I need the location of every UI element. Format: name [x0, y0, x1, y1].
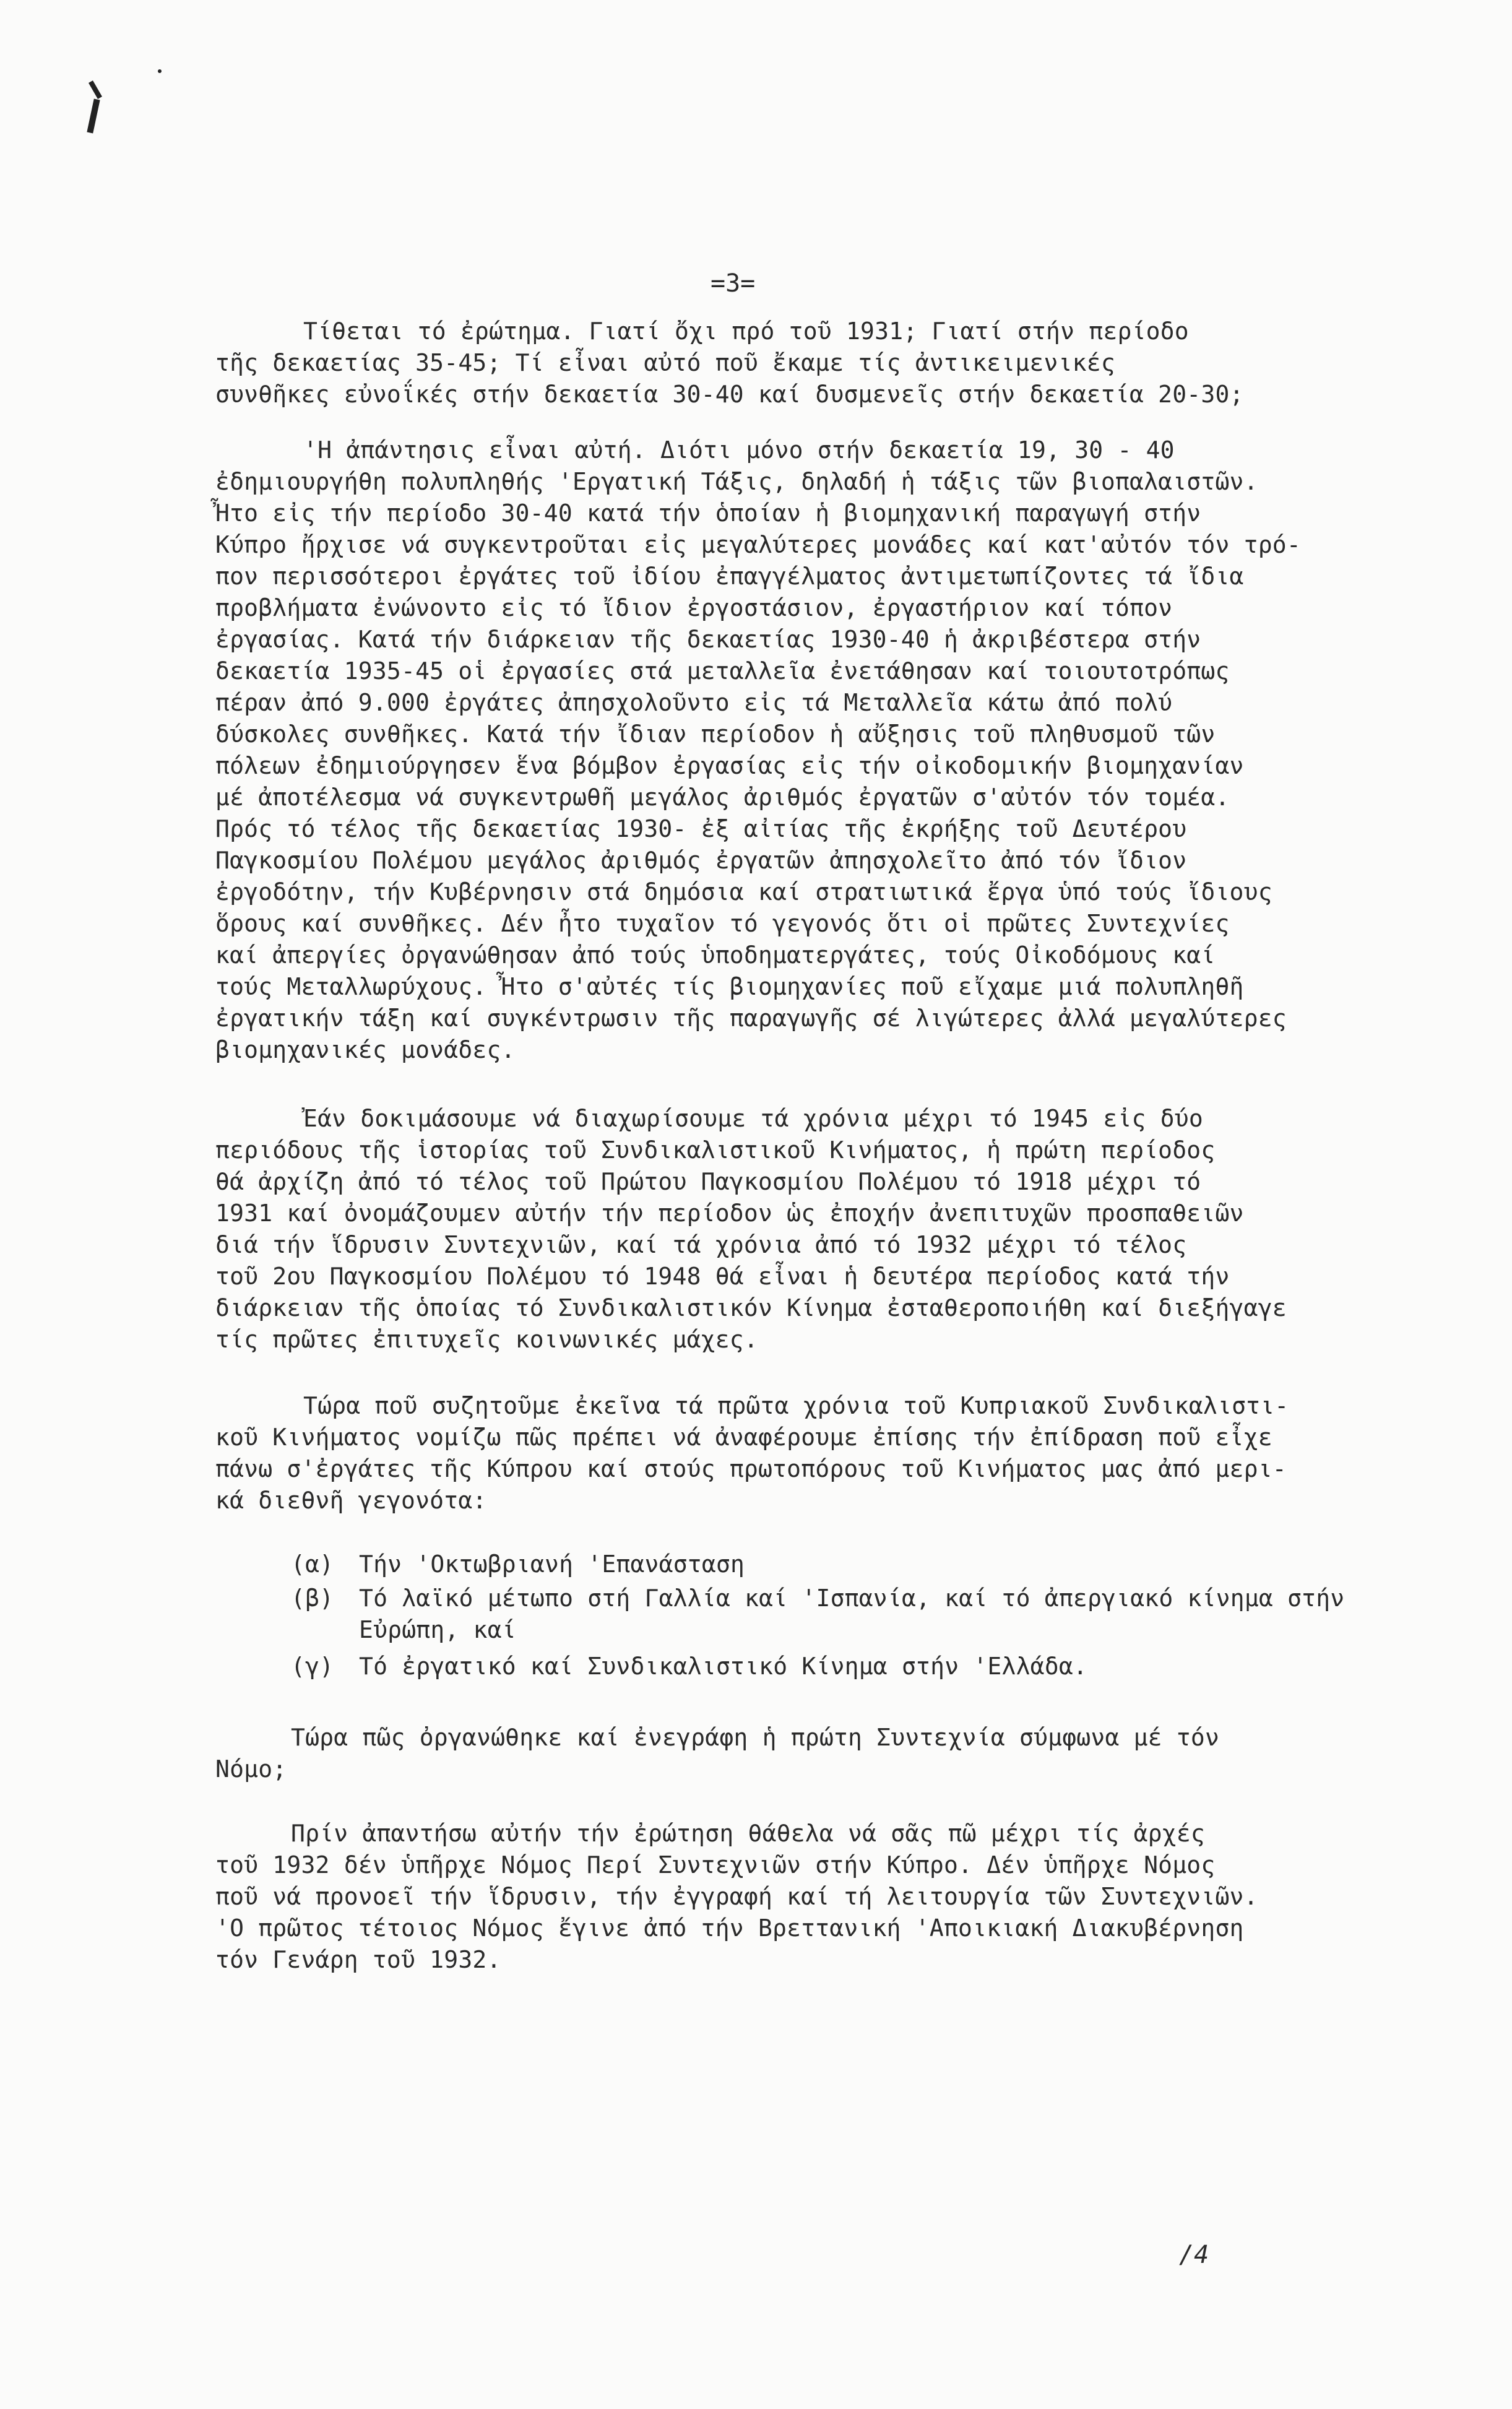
next-page-reference: /4: [1179, 2241, 1209, 2269]
text-line: τῆς δεκαετίας 35-45; Τί εἶναι αὐτό ποῦ ἔκαμε τίς ἀντικειμενικές: [215, 349, 1115, 376]
text-line: Κύπρο ἤρχισε νά συγκεντροῦται εἰς μεγαλύτερες μονάδες καί κατ'αὐτόν τόν τρό-: [215, 531, 1301, 558]
text-line: Τίθεται τό ἐρώτημα. Γιατί ὄχι πρό τοῦ 1931; Γιατί στήν περίοδο: [303, 318, 1189, 345]
list-marker: (γ): [291, 1653, 334, 1680]
text-line: τοῦ 1932 δέν ὑπῆρχε Νόμος Περί Συντεχνιῶν στήν Κύπρο. Δέν ὑπῆρχε Νόμος: [215, 1851, 1216, 1879]
text-line: τοῦ 2ου Παγκοσμίου Πολέμου τό 1948 θά εἶναι ἡ δευτέρα περίοδος κατά τήν: [215, 1263, 1230, 1290]
text-line: Πρός τό τέλος τῆς δεκαετίας 1930- ἐξ αἰτίας τῆς ἐκρήξης τοῦ Δευτέρου: [215, 815, 1187, 842]
text-line: Παγκοσμίου Πολέμου μεγάλος ἀριθμός ἐργατῶν ἀπησχολεῖτο ἀπό τόν ἴδιον: [215, 847, 1187, 874]
text-line: ὅρους καί συνθῆκες. Δέν ἦτο τυχαῖον τό γεγονός ὅτι οἱ πρῶτες Συντεχνίες: [215, 910, 1230, 937]
text-line: 1931 καί ὀνομάζουμεν αὐτήν τήν περίοδον ὡς ἐποχήν ἀνεπιτυχῶν προσπαθειῶν: [215, 1200, 1244, 1227]
text-line: Τώρα ποῦ συζητοῦμε ἐκεῖνα τά πρῶτα χρόνια τοῦ Κυπριακοῦ Συνδικαλιστι-: [303, 1392, 1289, 1419]
list-item-text: Εὐρώπη, καί: [359, 1616, 516, 1643]
text-line: συνθῆκες εὐνοΐκές στήν δεκαετία 30-40 καί δυσμενεῖς στήν δεκαετία 20-30;: [215, 381, 1244, 408]
text-line: ἐδημιουργήθη πολυπληθής 'Εργατική Τάξις, δηλαδή ἡ τάξις τῶν βιοπαλαιστῶν.: [215, 468, 1258, 495]
list-item-text: Τό λαϊκό μέτωπο στή Γαλλία καί 'Ισπανία, καί τό ἀπεργιακό κίνημα στήν: [359, 1585, 1345, 1612]
text-line: κά διεθνῆ γεγονότα:: [215, 1487, 487, 1514]
text-line: πέραν ἀπό 9.000 ἐργάτες ἀπησχολοῦντο εἰς τά Μεταλλεῖα κάτω ἀπό πολύ: [215, 689, 1173, 716]
text-line: κοῦ Κινήματος νομίζω πῶς πρέπει νά ἀναφέρουμε ἐπίσης τήν ἐπίδραση ποῦ εἶχε: [215, 1424, 1272, 1451]
text-line: 'Ο πρῶτος τέτοιος Νόμος ἔγινε ἀπό τήν Βρεττανική 'Αποικιακή Διακυβέρνηση: [215, 1914, 1244, 1942]
text-line: διάρκειαν τῆς ὁποίας τό Συνδικαλιστικόν Κίνημα ἐσταθεροποιήθη καί διεξήγαγε: [215, 1294, 1287, 1321]
ink-mark: [87, 99, 100, 134]
text-line: πάνω σ'ἐργάτες τῆς Κύπρου καί στούς πρωτοπόρους τοῦ Κινήματος μας ἀπό μερι-: [215, 1455, 1287, 1482]
page-number: =3=: [711, 269, 756, 298]
text-line: τούς Μεταλλωρύχους. Ἦτο σ'αὐτές τίς βιομηχανίες ποῦ εἴχαμε μιά πολυπληθῆ: [215, 973, 1244, 1000]
text-line: πον περισσότεροι ἐργάτες τοῦ ἰδίου ἐπαγγέλματος ἀντιμετωπίζοντες τά ἴδια: [215, 563, 1244, 590]
text-line: ἐργοδότην, τήν Κυβέρνησιν στά δημόσια καί στρατιωτικά ἔργα ὑπό τούς ἴδιους: [215, 878, 1272, 906]
text-line: δεκαετία 1935-45 οἱ ἐργασίες στά μεταλλεῖα ἐνετάθησαν καί τοιουτοτρόπως: [215, 657, 1230, 685]
list-marker: (α): [291, 1550, 334, 1578]
text-line: Ἦτο εἰς τήν περίοδο 30-40 κατά τήν ὁποίαν ἡ βιομηχανική παραγωγή στήν: [215, 500, 1201, 527]
text-line: Νόμο;: [215, 1755, 287, 1783]
text-line: μέ ἀποτέλεσμα νά συγκεντρωθῆ μεγάλος ἀριθμός ἐργατῶν σ'αὐτόν τόν τομέα.: [215, 784, 1230, 811]
text-line: θά ἀρχίζη ἀπό τό τέλος τοῦ Πρώτου Παγκοσμίου Πολέμου τό 1918 μέχρι τό: [215, 1168, 1201, 1195]
list-marker: (β): [291, 1585, 334, 1612]
text-line: Πρίν ἀπαντήσω αὐτήν τήν ἐρώτηση θάθελα νά σᾶς πῶ μέχρι τίς ἀρχές: [291, 1820, 1205, 1847]
ink-mark: [158, 69, 162, 73]
text-line: δύσκολες συνθῆκες. Κατά τήν ἴδιαν περίοδον ἡ αὔξησις τοῦ πληθυσμοῦ τῶν: [215, 720, 1216, 748]
text-line: 'Η ἀπάντησις εἶναι αὐτή. Διότι μόνο στήν δεκαετία 19, 30 - 40: [303, 436, 1175, 464]
text-line: ἐργασίας. Κατά τήν διάρκειαν τῆς δεκαετίας 1930-40 ἡ ἀκριβέστερα στήν: [215, 626, 1201, 653]
text-line: ποῦ νά προνοεῖ τήν ἵδρυσιν, τήν ἐγγραφή καί τή λειτουργία τῶν Συντεχνιῶν.: [215, 1883, 1258, 1910]
text-line: Ἐάν δοκιμάσουμε νά διαχωρίσουμε τά χρόνια μέχρι τό 1945 εἰς δύο: [303, 1105, 1203, 1132]
text-line: καί ἀπεργίες ὀργανώθησαν ἀπό τούς ὑποδηματεργάτες, τούς Οἰκοδόμους καί: [215, 941, 1216, 969]
text-line: προβλήματα ἐνώνοντο εἰς τό ἴδιον ἐργοστάσιον, ἐργαστήριον καί τόπον: [215, 594, 1173, 621]
text-line: πόλεων ἐδημιούργησεν ἕνα βόμβον ἐργασίας εἰς τήν οἰκοδομικήν βιομηχανίαν: [215, 752, 1244, 779]
text-line: ἐργατικήν τάξη καί συγκέντρωσιν τῆς παραγωγῆς σέ λιγώτερες ἀλλά μεγαλύτερες: [215, 1005, 1287, 1032]
text-line: τίς πρῶτες ἐπιτυχεῖς κοινωνικές μάχες.: [215, 1326, 758, 1353]
text-line: τόν Γενάρη τοῦ 1932.: [215, 1946, 501, 1973]
list-item-text: Τήν 'Οκτωβριανή 'Επανάσταση: [359, 1550, 745, 1578]
text-line: περιόδους τῆς ἱστορίας τοῦ Συνδικαλιστικοῦ Κινήματος, ἡ πρώτη περίοδος: [215, 1136, 1216, 1164]
ink-mark: [89, 80, 102, 99]
text-line: βιομηχανικές μονάδες.: [215, 1036, 516, 1063]
list-item-text: Τό ἐργατικό καί Συνδικαλιστικό Κίνημα στήν 'Ελλάδα.: [359, 1653, 1087, 1680]
text-line: διά τήν ἵδρυσιν Συντεχνιῶν, καί τά χρόνια ἀπό τό 1932 μέχρι τό τέλος: [215, 1231, 1187, 1258]
text-line: Τώρα πῶς ὀργανώθηκε καί ἐνεγράφη ἡ πρώτη Συντεχνία σύμφωνα μέ τόν: [291, 1724, 1220, 1751]
